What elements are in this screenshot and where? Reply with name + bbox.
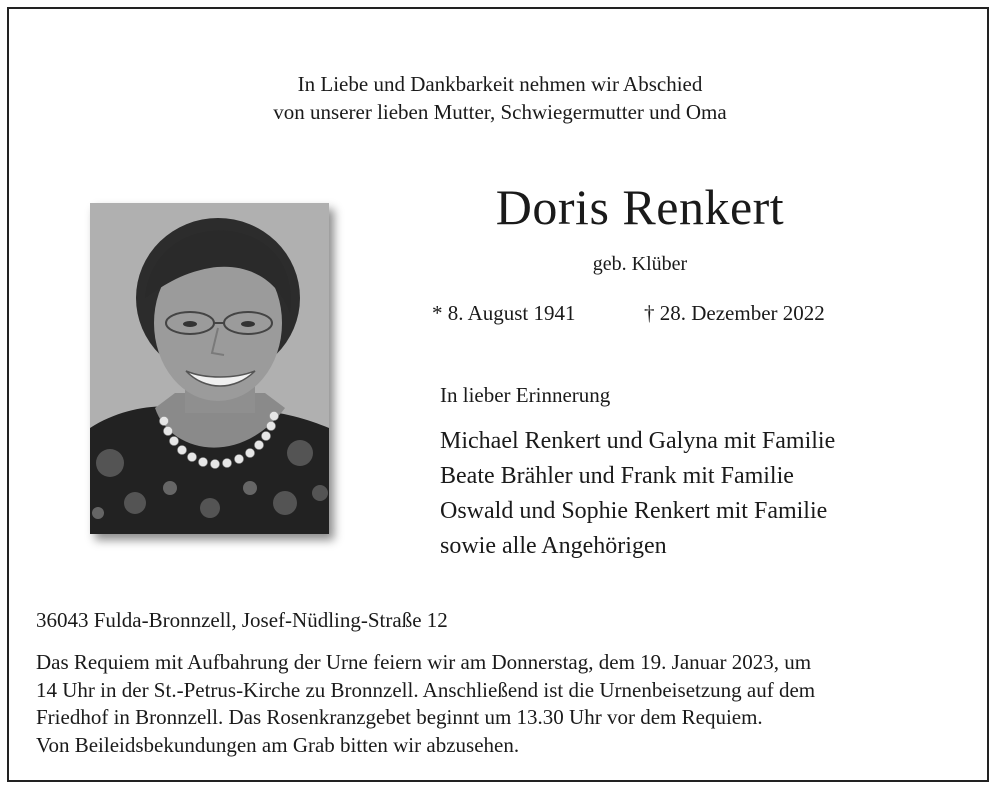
death-date: † 28. Dezember 2022 <box>644 301 825 325</box>
address: 36043 Fulda-Bronnzell, Josef-Nüdling-Straße 12 <box>36 608 448 632</box>
mourner-line: Michael Renkert und Galyna mit Familie <box>440 428 836 454</box>
service-line: 14 Uhr in der St.-Petrus-Kirche zu Bronnzell. Anschließend ist die Urnenbeisetzung auf dem <box>36 677 816 702</box>
intro-line-2: von unserer lieben Mutter, Schwiegermutter und Oma <box>273 100 727 124</box>
mourners-list <box>440 424 835 564</box>
intro-line-1: In Liebe und Dankbarkeit nehmen wir Abschied <box>297 72 703 96</box>
deceased-name: Doris Renkert <box>495 179 785 235</box>
birth-date: * 8. August 1941 <box>432 301 576 325</box>
portrait-photo <box>90 203 329 534</box>
mourner-line: Oswald und Sophie Renkert mit Familie <box>440 498 828 524</box>
service-line: Friedhof in Bronnzell. Das Rosenkranzgebet beginnt um 13.30 Uhr vor dem Requiem. <box>36 705 763 729</box>
memory-heading: In lieber Erinnerung <box>440 383 611 407</box>
service-line: Das Requiem mit Aufbahrung der Urne feiern wir am Donnerstag, dem 19. Januar 2023, um <box>36 650 812 674</box>
intro-text <box>0 70 1000 126</box>
birth-name: geb. Klüber <box>592 253 688 275</box>
service-line: Von Beileidsbekundungen am Grab bitten wir abzusehen. <box>36 732 520 757</box>
mourner-line: sowie alle Angehörigen <box>440 533 667 559</box>
mourner-line: Beate Brähler und Frank mit Familie <box>440 463 794 489</box>
service-details <box>36 649 976 759</box>
